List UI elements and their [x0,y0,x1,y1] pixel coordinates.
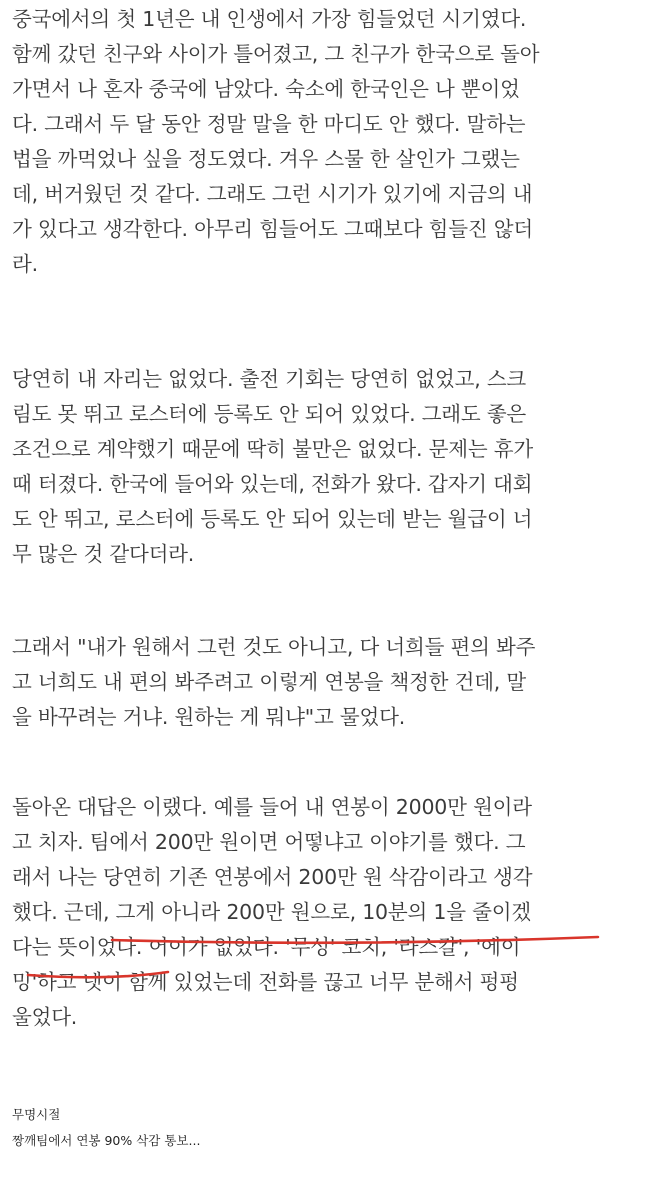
text-line: 그래서 "내가 원해서 그런 것도 아니고, 다 너희들 편의 봐주 [12,635,536,659]
text-line: 을 바꾸려는 거냐. 원하는 게 뭐냐"고 물었다. [12,705,406,729]
text-line: 울었다. [12,1005,78,1029]
paragraph-4 [12,790,532,1035]
text-line: 돌아온 대답은 이랬다. 예를 들어 내 연봉이 2000만 원이라 [12,795,532,819]
text-line: 다는 뜻이었다. 어이가 없었다. '무성' 코치, '라스칼', '에이 [12,935,521,959]
text-line: 밍'하고 넷이 함께 있었는데 전화를 끊고 너무 분해서 펑펑 [12,970,519,994]
text-line: 당연히 내 자리는 없었다. 출전 기회는 당연히 없었고, 스크 [12,367,527,391]
text-line: 무 많은 것 같다더라. [12,542,195,566]
text-line: 했다. 근데, 그게 아니라 200만 원으로, 10분의 1을 줄이겠 [12,900,531,924]
text-line: 도 안 뛰고, 로스터에 등록도 안 되어 있는데 받는 월급이 너 [12,507,533,531]
text-line: 함께 갔던 친구와 사이가 틀어졌고, 그 친구가 한국으로 돌아 [12,42,540,66]
text-line: 래서 나는 당연히 기존 연봉에서 200만 원 삭감이라고 생각 [12,865,533,889]
text-line: 조건으로 계약했기 때문에 딱히 불만은 없었다. 문제는 휴가 [12,437,534,461]
post-footer [12,1102,200,1154]
paragraph-1 [12,2,539,282]
text-line: 가 있다고 생각한다. 아무리 힘들어도 그때보다 힘들진 않더 [12,217,534,241]
text-line: 법을 까먹었나 싶을 정도였다. 겨우 스물 한 살인가 그랬는 [12,147,520,171]
text-line: 고 치자. 팀에서 200만 원이면 어떻냐고 이야기를 했다. 그 [12,830,526,854]
text-line: 고 너희도 내 편의 봐주려고 이렇게 연봉을 책정한 건데, 말 [12,670,527,694]
text-line: 림도 못 뛰고 로스터에 등록도 안 되어 있었다. 그래도 좋은 [12,402,527,426]
paragraph-3 [12,630,535,735]
text-line: 다. 그래서 두 달 동안 정말 말을 한 마디도 안 했다. 말하는 [12,112,526,136]
source-title[interactable]: 무명시절 [12,1107,61,1122]
paragraph-2 [12,362,533,572]
text-line: 가면서 나 혼자 중국에 남았다. 숙소에 한국인은 나 뿐이었 [12,77,520,101]
text-line: 라. [12,252,38,276]
text-line: 때 터졌다. 한국에 들어와 있는데, 전화가 왔다. 갑자기 대회 [12,472,533,496]
text-line: 중국에서의 첫 1년은 내 인생에서 가장 힘들었던 시기였다. [12,7,527,31]
text-line: 데, 버거웠던 것 같다. 그래도 그런 시기가 있기에 지금의 내 [12,182,533,206]
post-caption[interactable]: 짱깨팀에서 연봉 90% 삭감 통보... [12,1133,201,1148]
